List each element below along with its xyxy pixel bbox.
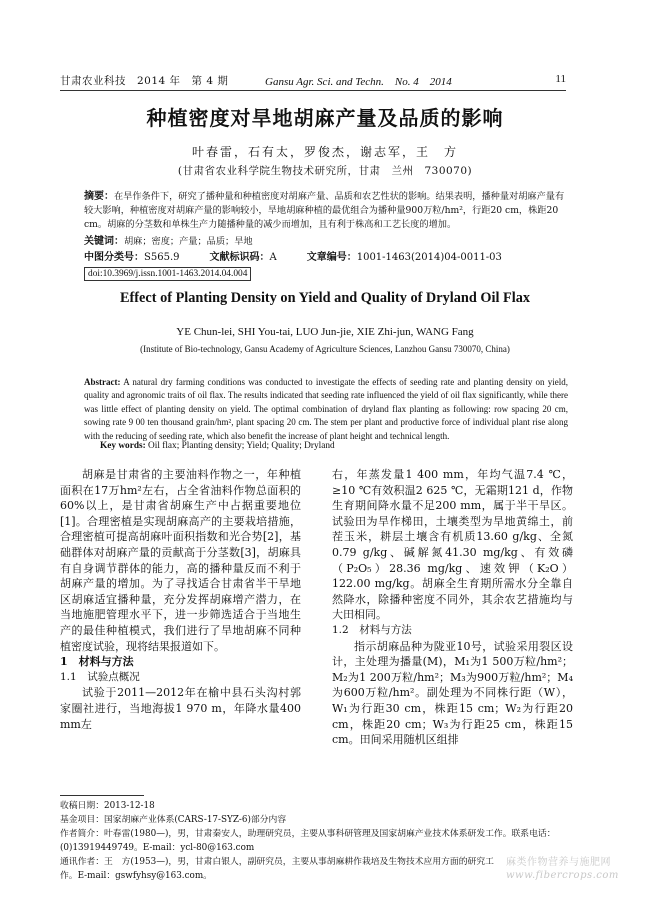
doc-code-value: A xyxy=(269,252,277,263)
doi: doi:10.3969/j.issn.1001-1463.2014.04.004 xyxy=(84,267,251,281)
doc-code-label: 文献标识码： xyxy=(209,252,270,263)
subsection-heading-1-1: 1.1 试验点概况 xyxy=(60,670,140,683)
footnote-received: 收稿日期：2013-12-18 xyxy=(60,801,155,811)
footnote-corresponding: 通讯作者：王 方(1953—)，男，甘肃白银人，副研究员，主要从事胡麻耕作栽培及生物技术应用方面的研究工作。E-mail：gswfyhsy@163.com。 xyxy=(60,857,494,881)
site-paragraph: 试验于2011—2012年在榆中县石头沟村郭家圈社进行，当地海拔1 970 m，年降水量400 mm左 xyxy=(60,686,301,731)
journal-issue-cn: 甘肃农业科技 2014 年 第 4 期 xyxy=(60,75,229,87)
authors-en: YE Chun-lei, SHI You-tai, LUO Jun-jie, XIE Zhi-jun, WANG Fang xyxy=(176,326,474,338)
journal-issue-en: Gansu Agr. Sci. and Techn. No. 4 2014 xyxy=(265,76,452,88)
abstract-en-text: A natural dry farming conditions was conducted to investigate the effects of seeding rate and planting density on yield, quality and agronomic traits of oil flax. The results indicated that seeding rate influenced the yield of oil flax significantly, while there was little effect of planting density on yield. The optimal combination of dryland flax planting as following: row spacing 20 cm, sowing rate 9 00 ten thousand grain/hm², plant spacing 20 cm. The stem per plant and productive force of individual plant rise along with the reducing of seeding rate, which also benefit the increase of plant height and technical length. xyxy=(84,377,568,441)
abstract-en xyxy=(84,376,568,443)
article-number-label: 文章编号： xyxy=(306,252,357,263)
keywords-en xyxy=(100,441,335,451)
abstract-cn xyxy=(84,190,566,232)
classification-line xyxy=(84,251,566,265)
keywords-cn-text: 胡麻；密度；产量；品质；旱地 xyxy=(124,236,253,247)
abstract-en-label: Abstract: xyxy=(84,377,121,387)
materials-paragraph: 指示胡麻品种为陇亚10号，试验采用裂区设计，主处理为播量(M)，M₁为1 500万粒/hm²；M₂为1 200万粒/hm²；M₃为900万粒/hm²；M₄为600万粒/hm²。副处理为不同株行距（W），W₁为行距30 cm，株距15 cm；W₂为行距20 cm，株距20 cm；W₃为行距25 cm，株距15 cm。田间采用随机区组排 xyxy=(332,639,573,747)
page-number: 11 xyxy=(555,73,566,85)
authors-cn: 叶春雷，石有太，罗俊杰，谢志军，王 方 xyxy=(191,145,458,159)
body-column-left xyxy=(60,467,301,732)
intro-paragraph: 胡麻是甘肃省的主要油料作物之一，年种植面积在17万hm²左右，占全省油料作物总面积的60%以上，是甘肃省胡麻生产中占据重要地位[1]。合理密植是实现胡麻高产的主要栽培措施，合理密植可提高胡麻叶面积指数和光合势[2]，基础群体对胡麻产量的贡献高于分茎数[3]，胡麻具有自身调节群体的能力，高的播种量反而不利于胡麻产量的增加。为了寻找适合甘肃省半干旱地区胡麻适宜播种量，充分发挥胡麻增产潜力，在当地施肥管理水平下，进一步筛选适合于当地生产的最佳种植模式，我们进行了旱地胡麻不同种植密度试验，现将结果报道如下。 xyxy=(60,468,301,653)
abstract-cn-label: 摘要： xyxy=(84,191,114,202)
running-header xyxy=(60,70,566,91)
affiliation-en: (Institute of Bio-technology, Gansu Academy of Agriculture Sciences, Lanzhou Gansu 730070, China) xyxy=(140,344,510,354)
body-column-right xyxy=(332,467,573,748)
watermark-cn: 麻类作物营养与施肥网 xyxy=(506,857,611,868)
footnote-divider xyxy=(60,795,144,796)
keywords-en-label: Key words: xyxy=(100,441,146,451)
footnote-author: 作者简介：叶春雷(1980—)，男，甘肃秦安人，助理研究员，主要从事科研管理及国家胡麻产业技术体系研发工作。联系电话：(0)13919449749。E-mail：ycl-80@163.com xyxy=(60,829,556,853)
clc-label: 中图分类号： xyxy=(84,252,144,263)
clc-value: S565.9 xyxy=(144,252,180,263)
subsection-heading-1-2: 1.2 材料与方法 xyxy=(332,623,412,636)
watermark xyxy=(506,856,619,882)
abstract-cn-text: 在旱作条件下，研究了播种量和种植密度对胡麻产量、品质和农艺性状的影响。结果表明，播种量对胡麻产量有较大影响，种植密度对胡麻产量的影响较小，旱地胡麻种植的最优组合为播种量900万粒/hm²，行距20 cm，株距20 cm。胡麻的分茎数和单株生产力随播种量的减少而增加，且有利于株高和工艺长度的增加。 xyxy=(84,191,565,230)
article-title-cn: 种植密度对旱地胡麻产量及品质的影响 xyxy=(146,106,504,130)
keywords-cn xyxy=(84,235,566,249)
section-heading-1: 1 材料与方法 xyxy=(60,655,134,669)
watermark-url: www.fibercrops.com xyxy=(506,870,619,881)
keywords-en-text: Oil flax; Planting density; Yield; Quality; Dryland xyxy=(145,441,335,451)
footnote-fund: 基金项目：国家胡麻产业体系(CARS-17-SYZ-6)部分内容 xyxy=(60,815,287,825)
article-title-en: Effect of Planting Density on Yield and Quality of Dryland Oil Flax xyxy=(120,290,530,306)
affiliation-cn: (甘肃省农业科学院生物技术研究所，甘肃 兰州 730070) xyxy=(177,165,473,177)
article-number-value: 1001-1463(2014)04-0011-03 xyxy=(356,252,502,263)
site-paragraph-cont: 右，年蒸发量1 400 mm，年均气温7.4 ℃，≥10 ℃有效积温2 625 ℃，无霜期121 d，作物生育期间降水量不足200 mm，属于半干旱区。试验田为旱作梯田，土壤类型为旱地黄绵土，前茬玉米，耕层土壤含有机质13.60 g/kg、全氮0.79 g/kg、碱解氮41.30 mg/kg、有效磷（P₂O₅）28.36 mg/kg、速效钾（K₂O）122.00 mg/kg。胡麻全生育期所需水分全靠自然降水，除播种密度不同外，其余农艺措施均与大田相同。 xyxy=(332,468,573,622)
keywords-cn-label: 关键词： xyxy=(84,236,124,247)
